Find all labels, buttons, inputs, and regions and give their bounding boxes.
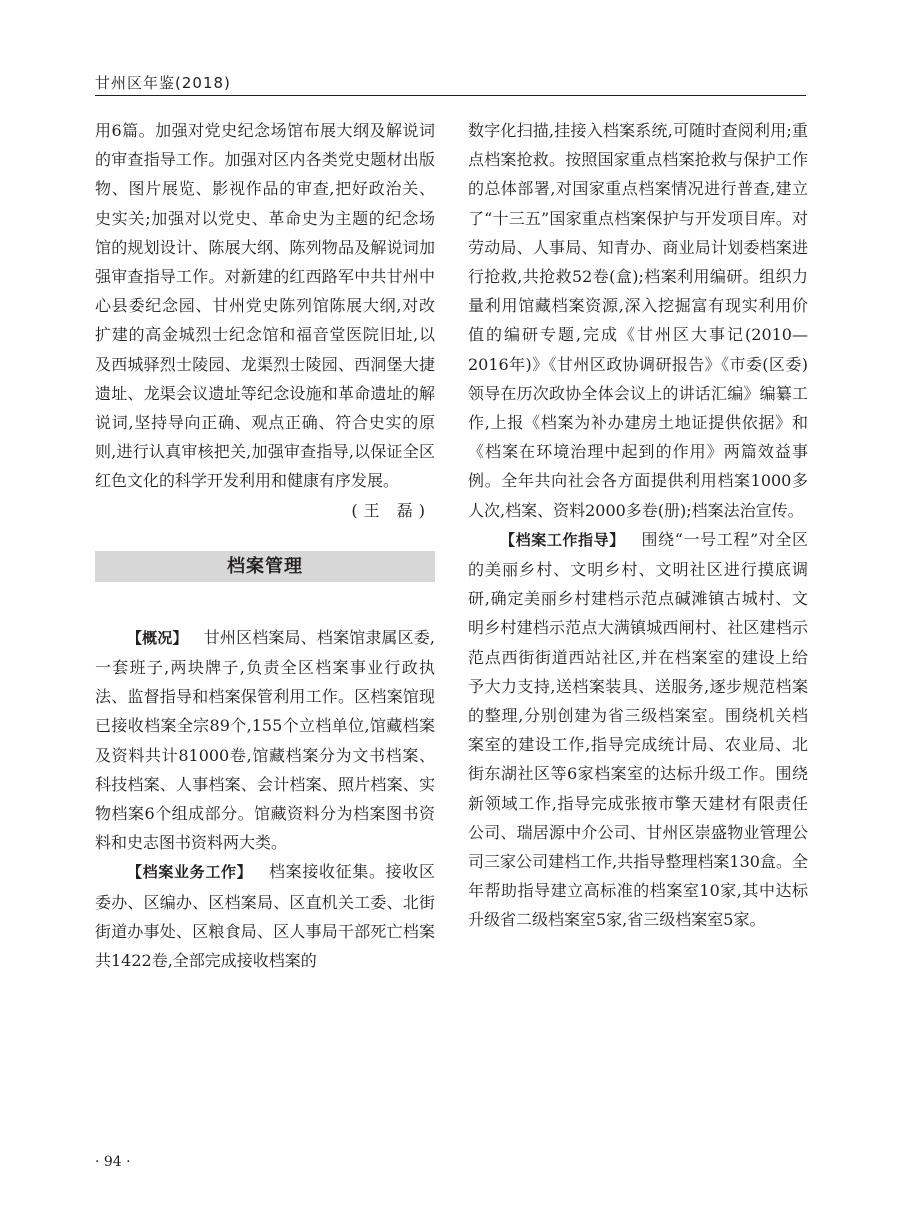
page-number: · 94 · bbox=[95, 1154, 131, 1170]
guidance-paragraph bbox=[468, 525, 808, 935]
author-credit: (王 磊) bbox=[351, 500, 431, 520]
section-title-bar bbox=[95, 551, 435, 582]
business-text: 档案接收征集。接收区委办、区编办、区档案局、区直机关工委、北街街道办事处、区粮食局、区人事局干部死亡档案共1422卷,全部完成接收档案的 bbox=[95, 862, 435, 971]
party-history-paragraph: 用6篇。加强对党史纪念场馆布展大纲及解说词的审查指导工作。加强对区内各类党史题材出版物、图片展览、影视作品的审查,把好政治关、史实关;加强对以党史、革命史为主题的纪念场馆的规划设计、陈展大纲、陈列物品及解说词加强审查指导工作。对新建的红西路军中共甘州中心县委纪念园、甘州党史陈列馆陈展大纲,对改扩建的高金城烈士纪念馆和福音堂医院旧址,以及西城驿烈士陵园、龙渠烈士陵园、西洞堡大捷遗址、龙渠会议遗址等纪念设施和革命遗址的解说词,坚持导向正确、观点正确、符合史实的原则,进行认真审核把关,加强审查指导,以保证全区红色文化的科学开发利用和健康有序发展。 bbox=[95, 121, 435, 491]
archive-work-continued-paragraph: 数字化扫描,挂接入档案系统,可随时查阅利用;重点档案抢救。按照国家重点档案抢救与保护工作的总体部署,对国家重点档案情况进行普查,建立了“十三五”国家重点档案保护与开发项目库。对劳动局、人事局、知青办、商业局计划委档案进行抢救,共抢救52卷(盒);档案利用编研。组织力量利用馆藏档案资源,深入挖掘富有现实利用价值的编研专题,完成《甘州区大事记(2010—2016年)》《甘州区政协调研报告》《市委(区委)领导在历次政协全体会议上的讲话汇编》编纂工作,上报《档案为补办建房土地证提供依据》和《档案在环境治理中起到的作用》两篇效益事例。全年共向社会各方面提供利用档案1000多人次,档案、资料2000多卷(册);档案法治宣传。 bbox=[468, 121, 808, 520]
running-head-title: 甘州区年鉴(2018) bbox=[95, 74, 231, 92]
right-column bbox=[468, 116, 808, 935]
business-lead: 【档案业务工作】 bbox=[127, 863, 253, 882]
overview-text: 甘州区档案局、档案馆隶属区委,一套班子,两块牌子,负责全区档案事业行政执法、监督指导和档案保管利用工作。区档案馆现已接收档案全宗89个,155个立档单位,馆藏档案及资料共计81000卷,馆藏档案分为文书档案、科技档案、人事档案、会计档案、照片档案、实物档案6个组成部分。馆藏资料分为档案图书资料和史志图书资料两大类。 bbox=[95, 627, 435, 853]
left-column bbox=[95, 116, 435, 975]
guidance-text: 围绕“一号工程”对全区的美丽乡村、文明乡村、文明社区进行摸底调研,确定美丽乡村建档示范点碱滩镇古城村、文明乡村建档示范点大满镇城西闸村、社区建档示范点西街街道西站社区,并在档案室的建设上给予大力支持,送档案装具、送服务,逐步规范档案的整理,分别创建为省三级档案室。围绕机关档案室的建设工作,指导完成统计局、农业局、北街东湖社区等6家档案室的达标升级工作。围绕新领域工作,指导完成张掖市擎天建材有限责任公司、瑞居源中介公司、甘州区崇盛物业管理公司三家公司建档工作,共指导整理档案130盒。全年帮助指导建立高标准的档案室10家,其中达标升级省二级档案室5家,省三级档案室5家。 bbox=[468, 529, 808, 930]
overview-lead: 【概况】 bbox=[127, 628, 188, 647]
overview-paragraph bbox=[95, 623, 435, 858]
guidance-lead: 【档案工作指导】 bbox=[500, 530, 625, 549]
header-rule bbox=[95, 95, 806, 96]
section-title: 档案管理 bbox=[227, 555, 303, 577]
business-paragraph bbox=[95, 857, 435, 975]
